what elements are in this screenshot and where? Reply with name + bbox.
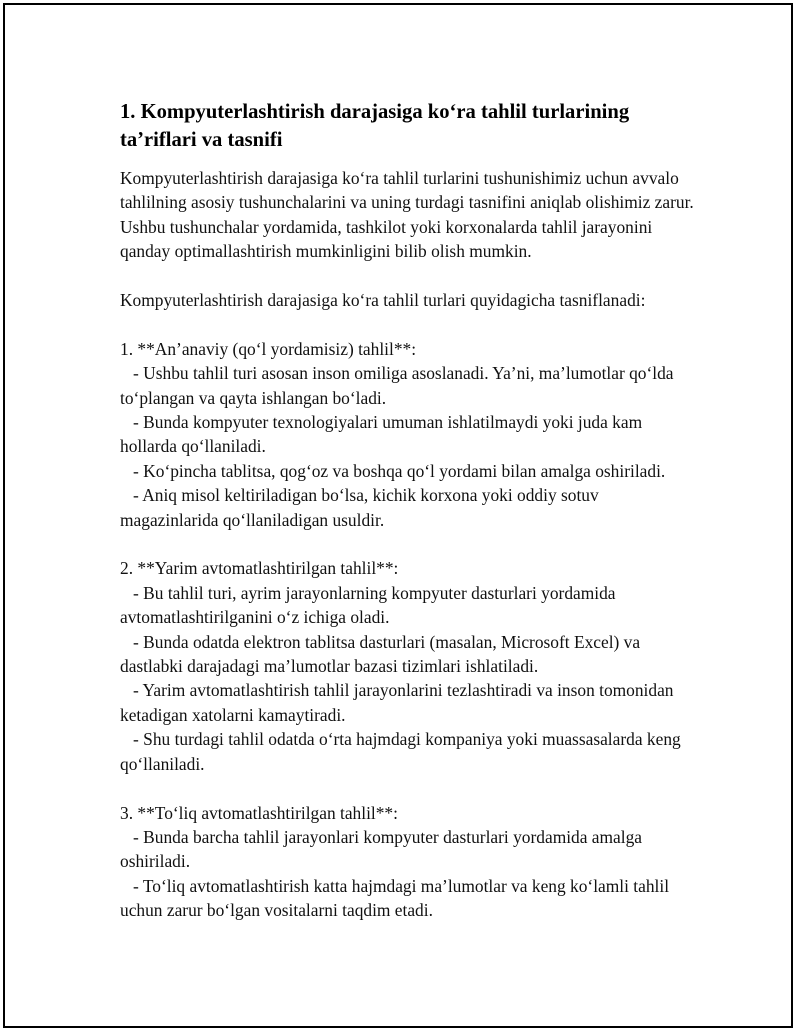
- list-item: - Ushbu tahlil turi asosan inson omiliga asoslanadi. Ya’ni, ma’lumotlar qo‘lda to‘plangan va qayta ishlangan bo‘ladi.: [120, 363, 674, 408]
- list-item: - Shu turdagi tahlil odatda o‘rta hajmdagi kompaniya yoki muassasalarda keng qo‘llaniladi.: [120, 729, 681, 774]
- list-item: - Aniq misol keltiriladigan bo‘lsa, kichik korxona yoki oddiy sotuv magazinlarida qo‘llaniladigan usuldir.: [120, 485, 599, 530]
- list-item: - Yarim avtomatlashtirish tahlil jarayonlarini tezlashtiradi va inson tomonidan ketadigan xatolarni kamaytiradi.: [120, 680, 674, 725]
- section-heading: 1. **An’anaviy (qo‘l yordamisiz) tahlil**:: [120, 338, 417, 359]
- list-item: - Bunda kompyuter texnologiyalari umuman ishlatilmaydi yoki juda kam hollarda qo‘llaniladi.: [120, 412, 643, 457]
- section-fully-automated-analysis: [120, 801, 700, 923]
- list-item: - Bu tahlil turi, ayrim jarayonlarning kompyuter dasturlari yordamida avtomatlashtirilganini o‘z ichiga oladi.: [120, 582, 616, 628]
- document-title: 1. Kompyuterlashtirish darajasiga ko‘ra tahlil turlarining ta’riflari va tasnifi: [120, 101, 630, 151]
- document-page: [3, 3, 793, 1028]
- section-heading: 2. **Yarim avtomatlashtirilgan tahlil**:: [120, 558, 399, 579]
- list-item: - To‘liq avtomatlashtirish katta hajmdagi ma’lumotlar va keng ko‘lamli tahlil uchun zarur bo‘lgan vositalarni taqdim etadi.: [120, 875, 670, 921]
- section-traditional-analysis: [120, 337, 700, 532]
- section-heading: 3. **To‘liq avtomatlashtirilgan tahlil**:: [120, 802, 398, 823]
- list-item: - Bunda odatda elektron tablitsa dasturlari (masalan, Microsoft Excel) va dastlabki darajadagi ma’lumotlar bazasi tizimlari ishlatiladi.: [120, 631, 641, 677]
- intro-paragraph: Kompyuterlashtirish darajasiga ko‘ra tahlil turlarini tushunishimiz uchun avvalo tahlilning asosiy tushunchalarini va uning turdagi tasnifini aniqlab olishimiz zarur. Ushbu tushunchalar yordamida, tashkilot yoki korxonalarda tahlil jarayonini qanday optimallashtirish mumkinligini bilib olish mumkin.: [120, 168, 694, 262]
- list-item: - Ko‘pincha tablitsa, qog‘oz va boshqa qo‘l yordami bilan amalga oshiriladi.: [133, 460, 666, 481]
- classification-intro: Kompyuterlashtirish darajasiga ko‘ra tahlil turlari quyidagicha tasniflanadi:: [120, 290, 646, 311]
- list-item: - Bunda barcha tahlil jarayonlari kompyuter dasturlari yordamida amalga oshiriladi.: [120, 826, 643, 872]
- section-semi-automated-analysis: [120, 556, 700, 776]
- document-content: [120, 99, 700, 947]
